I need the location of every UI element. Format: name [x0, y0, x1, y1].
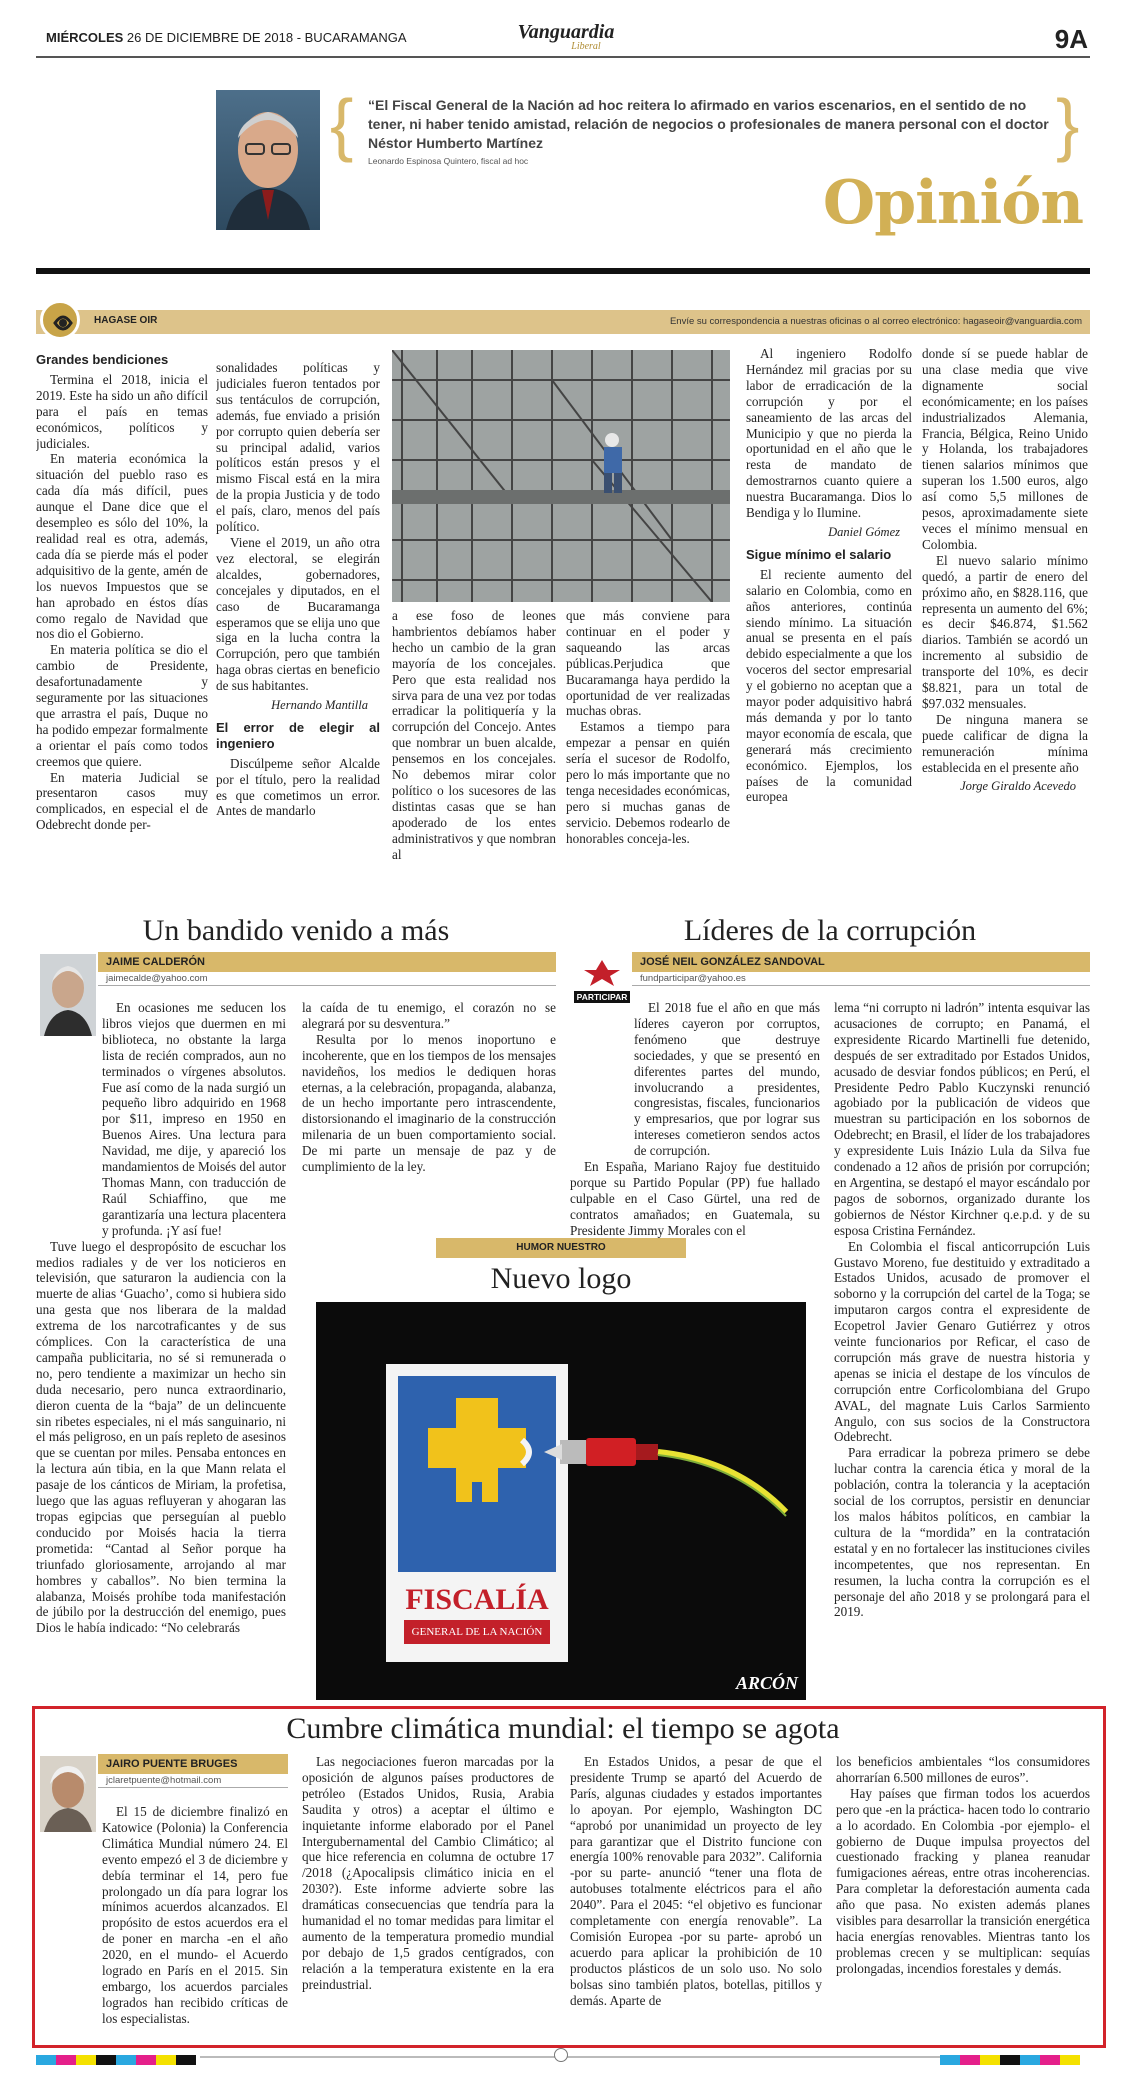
article3-email: jclaretpuente@hotmail.com	[98, 1774, 288, 1788]
quote-photo	[216, 90, 320, 230]
paragraph: El reciente aumento del salario en Colombia, como en años anteriores, continúa siendo mínimo. La situación anual se presenta en el país debido especialmente a que los voceros del sector empresarial y el gobierno no aceptan que a mayor poder adquisitivo habrá más demanda y por lo tanto mayor economía de escala, que generará más crecimiento económico. Ejemplos, los países de la comunidad europea	[746, 566, 912, 805]
quote-open-brace: {	[330, 85, 354, 163]
paragraph: Tuve luego el despropósito de escuchar los medios radiales y de ver los noticieros en televisión, que saturaron la audiencia con la muerte de alias ‘Guacho’, como si hubiera sido una gesta que nos liberara de la maldad extrema de los narcotraficantes y de sus cómplices. Con la característica de una campaña publicitaria, no sé si remunerada o no, pero tendiente a maximizar un hecho sin duda necesario, pero nunca extraordinario, dieron cuenta de la “baja” de un delincuente sin ribetes especiales, ni el más sanguinario, ni el más peligroso, en un país repleto de asesinos que se cuentan por miles. Pensaba entonces en la lectura aún tibia, en la que Mann relata el pasaje de los cánticos de Miriam, la profetisa, luego que las aguas refluyeran y ahogaran las tropas egipcias que perseguían al pueblo conducido por Moisés hacia la tierra prometida: “Cantad al Señor porque ha triunfado gloriosamente, arrojando al mar hombres y caballos”. No bien termina la alabanza, Moisés prohíbe toda manifestación de júbilo por la destrucción del enemigo, pues Dios le había indicado: “No celebrarás	[36, 1238, 286, 1636]
participar-emblem-icon	[574, 956, 630, 986]
fiscalia-word: FISCALÍA	[405, 1583, 549, 1616]
paragraph: En Estados Unidos, a pesar de que el presidente Trump se apartó del Acuerdo de París, algunas ciudades y estados importantes lo apoyan. Por ejemplo, Washington DC “aprobó por unanimidad un proyecto de ley para garantizar que el Distrito funcione con energía 100% renovable para 2032”. California -por su parte- anunció “tener una flota de autobuses totalmente eléctricos para el año 2040”. Para el 2045: “el objetivo es funcionar completamente con energía renovable”. La Comisión Europea -por su parte- aprobó un acuerdo para aplicar la prohibición de 10 productos plásticos de un solo uso. No solo bolsas sino también platos, botellas, pitillos y demás. Aparte de	[570, 1754, 822, 2008]
paragraph: Para erradicar la pobreza primero se debe luchar contra la carencia ética y moral de la población, contra la tolerancia y la aceptación social de los corruptos, persistir en denunciar los malos hábitos políticos, en cambiar la cultura de la “mordida” en la contratación estatal y en no fortalecer las instituciones civiles incompetentes, que nos representan. En resumen, la lucha contra la corrupción es el personaje del año 2018 y se prolongará para el 2019.	[834, 1445, 1090, 1620]
article2-col-2	[834, 1000, 1090, 1688]
letters-col-3	[392, 608, 556, 906]
section-title: Opinión	[822, 168, 1083, 238]
header-rule	[36, 56, 1090, 58]
article1-email: jaimecalde@yahoo.com	[98, 972, 556, 986]
participar-logo-text: PARTICIPAR	[574, 991, 630, 1003]
hagase-oir-contact: Envíe su correspondencia a nuestras oficinas o al correo electrónico: hagaseoir@vanguardia.com	[669, 316, 1082, 327]
cartoon-label: HUMOR NUESTRO	[436, 1238, 686, 1258]
section-rule	[36, 268, 1090, 274]
paragraph: En materia política se dio el cambio de Presidente, desafortunadamente y seguramente por las situaciones que arrastra el país, Duque no ha podido empezar formalmente a orientar el país como todos creemos que quiere.	[36, 642, 208, 769]
participar-logo	[574, 956, 630, 1002]
cartoon-signature: ARCÓN	[735, 1673, 798, 1693]
article3-author: JAIRO PUENTE BRUGES	[98, 1754, 288, 1774]
paragraph: El 2018 fue el año en que más líderes cayeron por corruptos, fenómeno que destruye sociedades, y que se presentó en diferentes partes del mundo, involucrando a presidentes, congresistas, fiscales, funcionarios y empresarios, que por lograr sus intereses cometieron sendos actos de corrupción.	[634, 1000, 820, 1159]
logo-sub: Liberal	[571, 41, 601, 52]
letter-signature: Jorge Giraldo Acevedo	[960, 779, 1076, 794]
color-registration-bar-left	[36, 2052, 196, 2070]
paragraph: En Colombia el fiscal anticorrupción Luis Gustavo Moreno, fue destituido y extraditado a Estados Unidos, acusado de promover el soborno y la corrupción del cartel de la Toga; se imputaron cargos contra el expresidente de Ecopetrol Javier Genaro Gutiérrez y otros veinte funcionarios por Reficar, el caso de corrupción más grave de nuestra historia y apenas se inicia el destape de los vínculos de corrupción entre Corficolombiana del Grupo AVAL, del magnate Luis Carlos Sarmiento Angulo, con sus socios de la Constructora Odebrecht.	[834, 1238, 1090, 1445]
paragraph: De ninguna manera se puede calificar de digna la remuneración mínima establecida en el presente año	[922, 711, 1088, 775]
paragraph: la caída de tu enemigo, el corazón no se alegrará por su desventura.”	[302, 1000, 556, 1031]
paragraph: Hay países que firman todos los acuerdos pero que -en la práctica- hacen todo lo contrario a lo acordado. En Colombia -por ejemplo- el gobierno de Duque impulsa proyectos del cuestionado fracking y planea reanudar fumigaciones aéreas, entre otras incoherencias. Para completar la deforestación aumenta cada año que pasa. No existen además planes visibles para desarrollar la transición energética hacia energías renovables. Mientras tanto los problemas crecen y se multiplican: sequías prolongadas, incendios forestales y demás.	[836, 1785, 1090, 1976]
letter-signature: Daniel Gómez	[828, 524, 900, 539]
paragraph: los beneficios ambientales “los consumidores ahorrarían 6.500 millones de euros”.	[836, 1754, 1090, 1785]
article1-author: JAIME CALDERÓN	[98, 952, 556, 972]
header-date-rest: 26 DE DICIEMBRE DE 2018 - BUCARAMANGA	[123, 30, 407, 45]
letters-col-5	[746, 346, 912, 906]
footer-rule	[200, 2056, 940, 2058]
quote-attribution: Leonardo Espinosa Quintero, fiscal ad hoc	[368, 156, 529, 166]
letters-col-6	[922, 346, 1088, 906]
letters-col-1	[36, 346, 208, 906]
quote-text: “El Fiscal General de la Nación ad hoc reitera lo afirmado en varios escenarios, en el sentido de no tener, ni haber tenido amistad, relación de negocios o profesionales de manera personal con el doctor Néstor Humberto Martínez	[368, 97, 1049, 151]
article3-title: Cumbre climática mundial: el tiempo se agota	[286, 1712, 840, 1745]
paragraph: que más conviene para continuar en el poder y saqueando las arcas públicas.Perjudica que Bucaramanga haya perdido la oportunidad de ver realizadas muchas obras.	[566, 608, 730, 719]
scaffolding-photo	[392, 350, 730, 602]
letter-heading-3: Sigue mínimo el salario	[746, 546, 892, 562]
logo	[506, 22, 626, 52]
page-header	[36, 22, 1090, 56]
hagase-oir-icon	[40, 300, 80, 340]
letters-col1-body	[36, 372, 208, 833]
article2-col-1	[570, 1000, 820, 1240]
fiscalia-cartoon-illustration	[316, 1302, 806, 1700]
color-registration-bar-right	[940, 2052, 1080, 2070]
registration-mark-icon	[554, 2048, 568, 2062]
paragraph: Estamos a tiempo para empezar a pensar en quién sería el sucesor de Rodolfo, pero lo más importante que no tenga necesidades económicas, pero si muchas ganas de servicio. Debemos rodearlo de honorables conceja-les.	[566, 719, 730, 846]
paragraph: Viene el 2019, un año otra vez electoral, se elegirán alcaldes, gobernadores, concejales y diputados, en el caso de Bucaramanga esperamos que se elija uno que siga en la lucha contra la Corrupción, pero que también haga obras ciertas en beneficio de sus habitantes.	[216, 534, 380, 694]
article3-col-2	[302, 1754, 554, 2038]
article1-col-2	[302, 1000, 556, 1180]
article1-title: Un bandido venido a más	[142, 914, 450, 947]
letters-col-4	[566, 608, 730, 906]
page-number: 9A	[1054, 24, 1088, 54]
article1-col-1	[36, 1000, 286, 1688]
header-date: MIÉRCOLES 26 DE DICIEMBRE DE 2018 - BUCARAMANGA	[46, 30, 407, 45]
fiscalia-subtitle: GENERAL DE LA NACIÓN	[411, 1626, 543, 1638]
letter-signature: Hernando Mantilla	[271, 698, 368, 713]
paragraph: Resulta por lo menos inoportuno e incoherente, que en los tiempos de los mensajes navideños, los medios le dediquen horas eternas, a la celebración, propaganda, alabanza, de un hecho importante pero intrascendente, distorsionando el imaginario de la construcción milenaria de un buen comportamiento social. De mi parte un mensaje de paz y de cumplimiento de la ley.	[302, 1031, 556, 1175]
article2-author: JOSÉ NEIL GONZÁLEZ SANDOVAL	[632, 952, 1090, 972]
speaker-icon	[43, 303, 83, 343]
article2-byline	[570, 952, 1090, 986]
cartoon-image	[316, 1302, 806, 1700]
paragraph: Discúlpeme señor Alcalde por el título, pero la realidad es que cometimos un error. Antes de mandarlo	[216, 755, 380, 819]
paragraph: Al ingeniero Rodolfo Hernández mil gracias por su labor de erradicación de la corrupción y por el saneamiento de las arcas del Municipio y que no pierda la oportunidad en el año que le resta de mandato de demostrarnos cuanto quiere a nuestra Bucaramanga. Dios lo Bendiga y lo Ilumine.	[746, 346, 912, 521]
paragraph: sonalidades políticas y judiciales fueron tentados por sus tentáculos de corrupción, además, fue enviado a prisión por corrupto quien debería ser su principal adalid, varios políticos están presos y el mismo Fiscal está en la mira de la propia Justicia y de todo el país, claro, menos del país político.	[216, 360, 380, 535]
article3-col-4	[836, 1754, 1090, 2038]
article1-byline	[36, 952, 556, 986]
article3-col-1	[36, 1804, 288, 2038]
hagase-oir-bar	[36, 310, 1090, 334]
paragraph: Termina el 2018, inicia el 2019. Este ha sido un año difícil para el país en temas económicos, políticos y judiciales.	[36, 371, 208, 451]
paragraph: En ocasiones me seducen los libros viejos que duermen en mi biblioteca, no obstante la larga lista de recién comprados, aun no terminados o vírgenes absolutos. Fue así como de la nada surgió un pequeño libro adquirido en 1968 por $11, impreso en 1950 en Buenos Aires. Una lectura para Navidad, me dije, y apareció los mandamientos de Moisés del autor Thomas Mann, con traducción de Raúl Schiaffino, que me garantizaría una lectura placentera y profunda. ¡Y así fue!	[102, 1000, 286, 1238]
paragraph: lema “ni corrupto ni ladrón” intenta esquivar las acusaciones de corrupto; en Panamá, el expresidente Ricardo Martinelli fue detenido, después de ser extraditado por Estados Unidos, acusado de desviar fondos públicos; en Perú, el Presidente Pedro Pablo Kuczynski renunció agobiado por la publicación de videos que muestran su participación en los sobornos de Odebrecht; en Brasil, el líder de los trabajadores y expresidente Luis Inázio Lula da Silva fue condenado a 12 años de prisión por corrupción; en Argentina, se destapó el mayor escándalo por pagos de sobornos, organizado durante los gobiernos de Néstor Kirchner q.e.p.d. y de su esposa Cristina Fernández.	[834, 1000, 1090, 1238]
paragraph: En materia Judicial se presentaron casos muy complicados, en especial el de Odebrecht donde per-	[36, 769, 208, 833]
article3-col-3	[570, 1754, 822, 2038]
paragraph: El nuevo salario mínimo quedó, a partir de enero del próximo año, en $828.116, que representa un aumento del 6%; es decir $46.874, $1.562 diarios. También se acordó un incremento al subsidio de transporte del 10%, es decir $8.821, para un total de $97.032 mensuales.	[922, 552, 1088, 711]
quote-close-brace: }	[1056, 85, 1080, 163]
paragraph: El 15 de diciembre finalizó en Katowice (Polonia) la Conferencia Climática Mundial número 24. El evento empezó el 3 de diciembre y debía terminar el 14, pero fue prolongado un día para lograr los mínimos acuerdos alcanzados. El propósito de estos acuerdos era el de poner en marcha -en el año 2020, en el mundo- el Acuerdo logrado en París en el 2015. Sin embargo, los acuerdos parciales logrados han recibido críticas de los especialistas.	[102, 1804, 288, 2026]
scaffolding-illustration	[392, 350, 730, 602]
paragraph: En materia económica la situación del pueblo raso es cada día más difícil, pues aunque el Dane dice que el desempleo es sólo del 10%, la realidad real es otra, además, cada día se pierde más el poder adquisitivo de la gente, amén de los nuevos Impuestos que se han aprobado en éstos días como regalo de Navidad que nos dio el Gobierno.	[36, 451, 208, 642]
paragraph: donde sí se puede hablar de una clase media que vive dignamente social económicamente; en los países industrializados Alemania, Francia, Bélgica, Reino Unido y Holanda, los trabajadores tienen salarios mínimos que superan los 1.500 euros, algo así como 5,5 millones de pesos, aproximadamente siete veces el mínimo mensual en Colombia.	[922, 346, 1088, 552]
letters-col-2	[216, 360, 380, 906]
letter-heading-2: El error de elegir al ingeniero	[216, 719, 380, 751]
portrait-illustration	[216, 90, 320, 230]
paragraph: a ese foso de leones hambrientos debíamos haber hecho un cambio de la gran mayoría de los concejales. Pero que esta realidad nos sirva para de una vez por todas erradicar la politiquería y la corrupción del Concejo. Antes que nombrar un buen alcalde, pensemos en los concejales. No debemos mirar color político o los sucesores de las distintas casas que se han apoderado de los entes administrativos y que nombran al	[392, 608, 556, 862]
logo-main: Vanguardia	[517, 21, 615, 43]
paragraph: En España, Mariano Rajoy fue destituido porque su Partido Popular (PP) fue hallado culpable en el Caso Gürtel, una red de contratos amañados; en Guatemala, su Presidente Jimmy Morales con el	[570, 1159, 820, 1238]
letter-heading-1: Grandes bendiciones	[36, 352, 169, 367]
paragraph: Las negociaciones fueron marcadas por la oposición de algunos países productores de petróleo (Estados Unidos, Rusia, Arabia Saudita y otros) a aceptar el último e inquietante informe elaborado por el Panel Intergubernamental del Cambio Climático; al que hice referencia en columna de octubre 17 /2018 (¿Apocalipsis climático inicia en el 2030?). Este informe advierte sobre las dramáticas consecuencias que tendría para la humanidad el no tomar medidas para limitar el aumento de la temperatura promedio mundial por debajo de 1,5 grados centígrados, con relación a la temperatura existente en la era preindustrial.	[302, 1754, 554, 1992]
article2-email: fundparticipar@yahoo.es	[632, 972, 1090, 986]
hagase-oir-label: HAGASE OIR	[94, 315, 158, 326]
article2-title: Líderes de la corrupción	[683, 914, 977, 947]
cartoon-title: Nuevo logo	[490, 1262, 632, 1295]
